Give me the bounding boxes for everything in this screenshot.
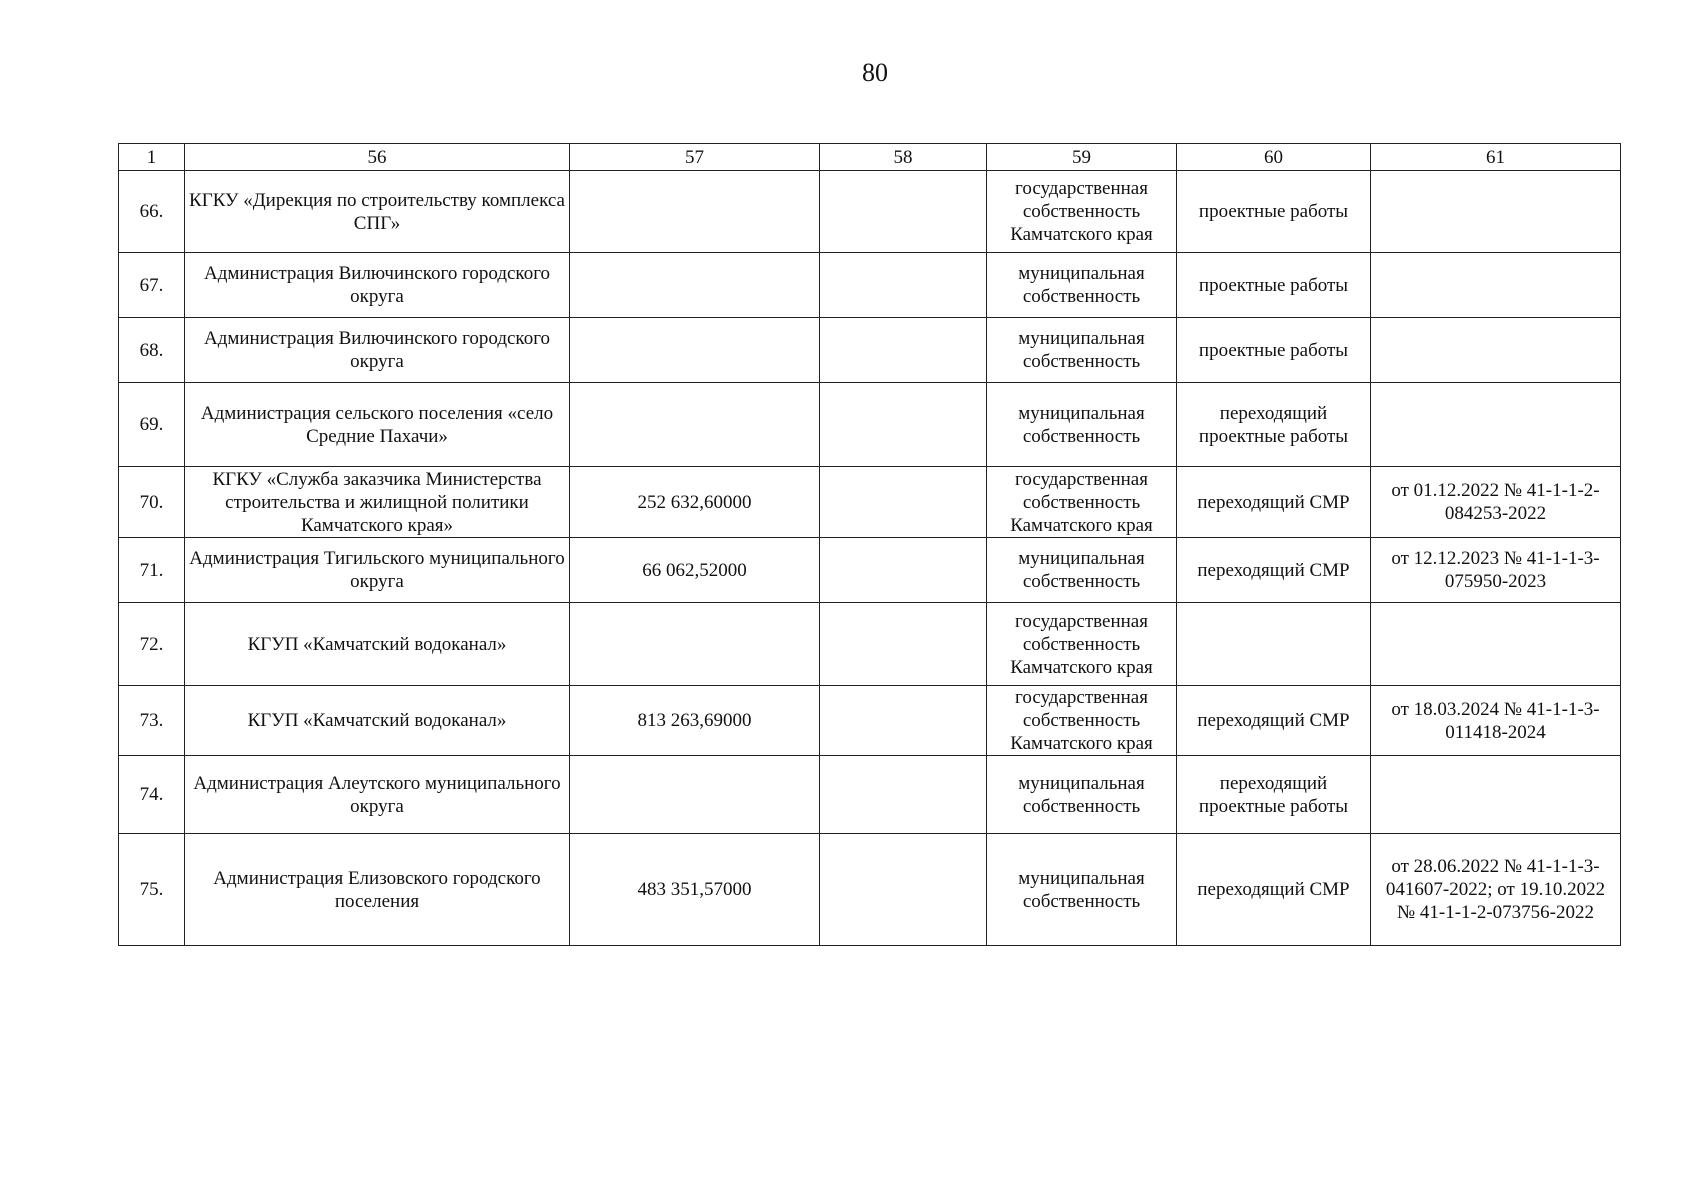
work-type-cell (1177, 603, 1371, 686)
row-number: 73. (119, 686, 185, 756)
work-type-cell: проектные работы (1177, 171, 1371, 253)
table-row (119, 467, 1621, 538)
expertise-cell: от 28.06.2022 № 41-1-1-3-041607-2022; от 19.10.2022 № 41-1-1-2-073756-2022 (1371, 834, 1621, 946)
column-header-1: 1 (119, 144, 185, 171)
expertise-cell (1371, 603, 1621, 686)
col58-cell (820, 318, 987, 383)
row-number: 67. (119, 253, 185, 318)
amount-cell: 252 632,60000 (570, 467, 820, 538)
expertise-cell (1371, 171, 1621, 253)
col58-cell (820, 538, 987, 603)
amount-cell: 813 263,69000 (570, 686, 820, 756)
expertise-cell (1371, 318, 1621, 383)
amount-cell (570, 253, 820, 318)
table-row (119, 834, 1621, 946)
customer-cell: КГУП «Камчатский водоканал» (185, 603, 570, 686)
ownership-cell: государственная собственность Камчатского края (987, 686, 1177, 756)
work-type-cell: переходящий СМР (1177, 467, 1371, 538)
column-header-60: 60 (1177, 144, 1371, 171)
ownership-cell: муниципальная собственность (987, 383, 1177, 467)
work-type-cell: проектные работы (1177, 253, 1371, 318)
work-type-cell: переходящий проектные работы (1177, 756, 1371, 834)
expertise-cell: от 18.03.2024 № 41-1-1-3-011418-2024 (1371, 686, 1621, 756)
amount-cell (570, 756, 820, 834)
col58-cell (820, 686, 987, 756)
col58-cell (820, 603, 987, 686)
work-type-cell: переходящий СМР (1177, 686, 1371, 756)
table-row (119, 686, 1621, 756)
row-number: 74. (119, 756, 185, 834)
customer-cell: КГКУ «Служба заказчика Министерства строительства и жилищной политики Камчатского края» (185, 467, 570, 538)
amount-cell: 66 062,52000 (570, 538, 820, 603)
ownership-cell: муниципальная собственность (987, 538, 1177, 603)
ownership-cell: муниципальная собственность (987, 834, 1177, 946)
row-number: 70. (119, 467, 185, 538)
column-header-61: 61 (1371, 144, 1621, 171)
col58-cell (820, 467, 987, 538)
amount-cell (570, 318, 820, 383)
col58-cell (820, 756, 987, 834)
expertise-cell (1371, 253, 1621, 318)
column-header-56: 56 (185, 144, 570, 171)
ownership-cell: государственная собственность Камчатского края (987, 603, 1177, 686)
column-header-58: 58 (820, 144, 987, 171)
registry-table (118, 143, 1621, 946)
row-number: 75. (119, 834, 185, 946)
row-number: 66. (119, 171, 185, 253)
work-type-cell: переходящий СМР (1177, 834, 1371, 946)
customer-cell: КГКУ «Дирекция по строительству комплекса СПГ» (185, 171, 570, 253)
customer-cell: Администрация Вилючинского городского округа (185, 318, 570, 383)
amount-cell: 483 351,57000 (570, 834, 820, 946)
expertise-cell: от 01.12.2022 № 41-1-1-2-084253-2022 (1371, 467, 1621, 538)
page-number: 80 (862, 58, 888, 87)
row-number: 71. (119, 538, 185, 603)
amount-cell (570, 383, 820, 467)
ownership-cell: государственная собственность Камчатского края (987, 171, 1177, 253)
header-row (119, 144, 1621, 171)
table-row (119, 383, 1621, 467)
ownership-cell: муниципальная собственность (987, 756, 1177, 834)
table-row (119, 756, 1621, 834)
work-type-cell: переходящий СМР (1177, 538, 1371, 603)
amount-cell (570, 603, 820, 686)
col58-cell (820, 171, 987, 253)
row-number: 69. (119, 383, 185, 467)
table-row (119, 253, 1621, 318)
table-row (119, 318, 1621, 383)
customer-cell: КГУП «Камчатский водоканал» (185, 686, 570, 756)
expertise-cell (1371, 756, 1621, 834)
table-row (119, 603, 1621, 686)
customer-cell: Администрация Вилючинского городского округа (185, 253, 570, 318)
customer-cell: Администрация сельского поселения «село Средние Пахачи» (185, 383, 570, 467)
customer-cell: Администрация Елизовского городского поселения (185, 834, 570, 946)
column-header-59: 59 (987, 144, 1177, 171)
work-type-cell: проектные работы (1177, 318, 1371, 383)
table-row (119, 538, 1621, 603)
ownership-cell: муниципальная собственность (987, 318, 1177, 383)
ownership-cell: государственная собственность Камчатского края (987, 467, 1177, 538)
col58-cell (820, 383, 987, 467)
expertise-cell (1371, 383, 1621, 467)
ownership-cell: муниципальная собственность (987, 253, 1177, 318)
customer-cell: Администрация Тигильского муниципального округа (185, 538, 570, 603)
col58-cell (820, 253, 987, 318)
col58-cell (820, 834, 987, 946)
work-type-cell: переходящий проектные работы (1177, 383, 1371, 467)
table-row (119, 171, 1621, 253)
row-number: 72. (119, 603, 185, 686)
row-number: 68. (119, 318, 185, 383)
amount-cell (570, 171, 820, 253)
column-header-57: 57 (570, 144, 820, 171)
expertise-cell: от 12.12.2023 № 41-1-1-3-075950-2023 (1371, 538, 1621, 603)
customer-cell: Администрация Алеутского муниципального округа (185, 756, 570, 834)
